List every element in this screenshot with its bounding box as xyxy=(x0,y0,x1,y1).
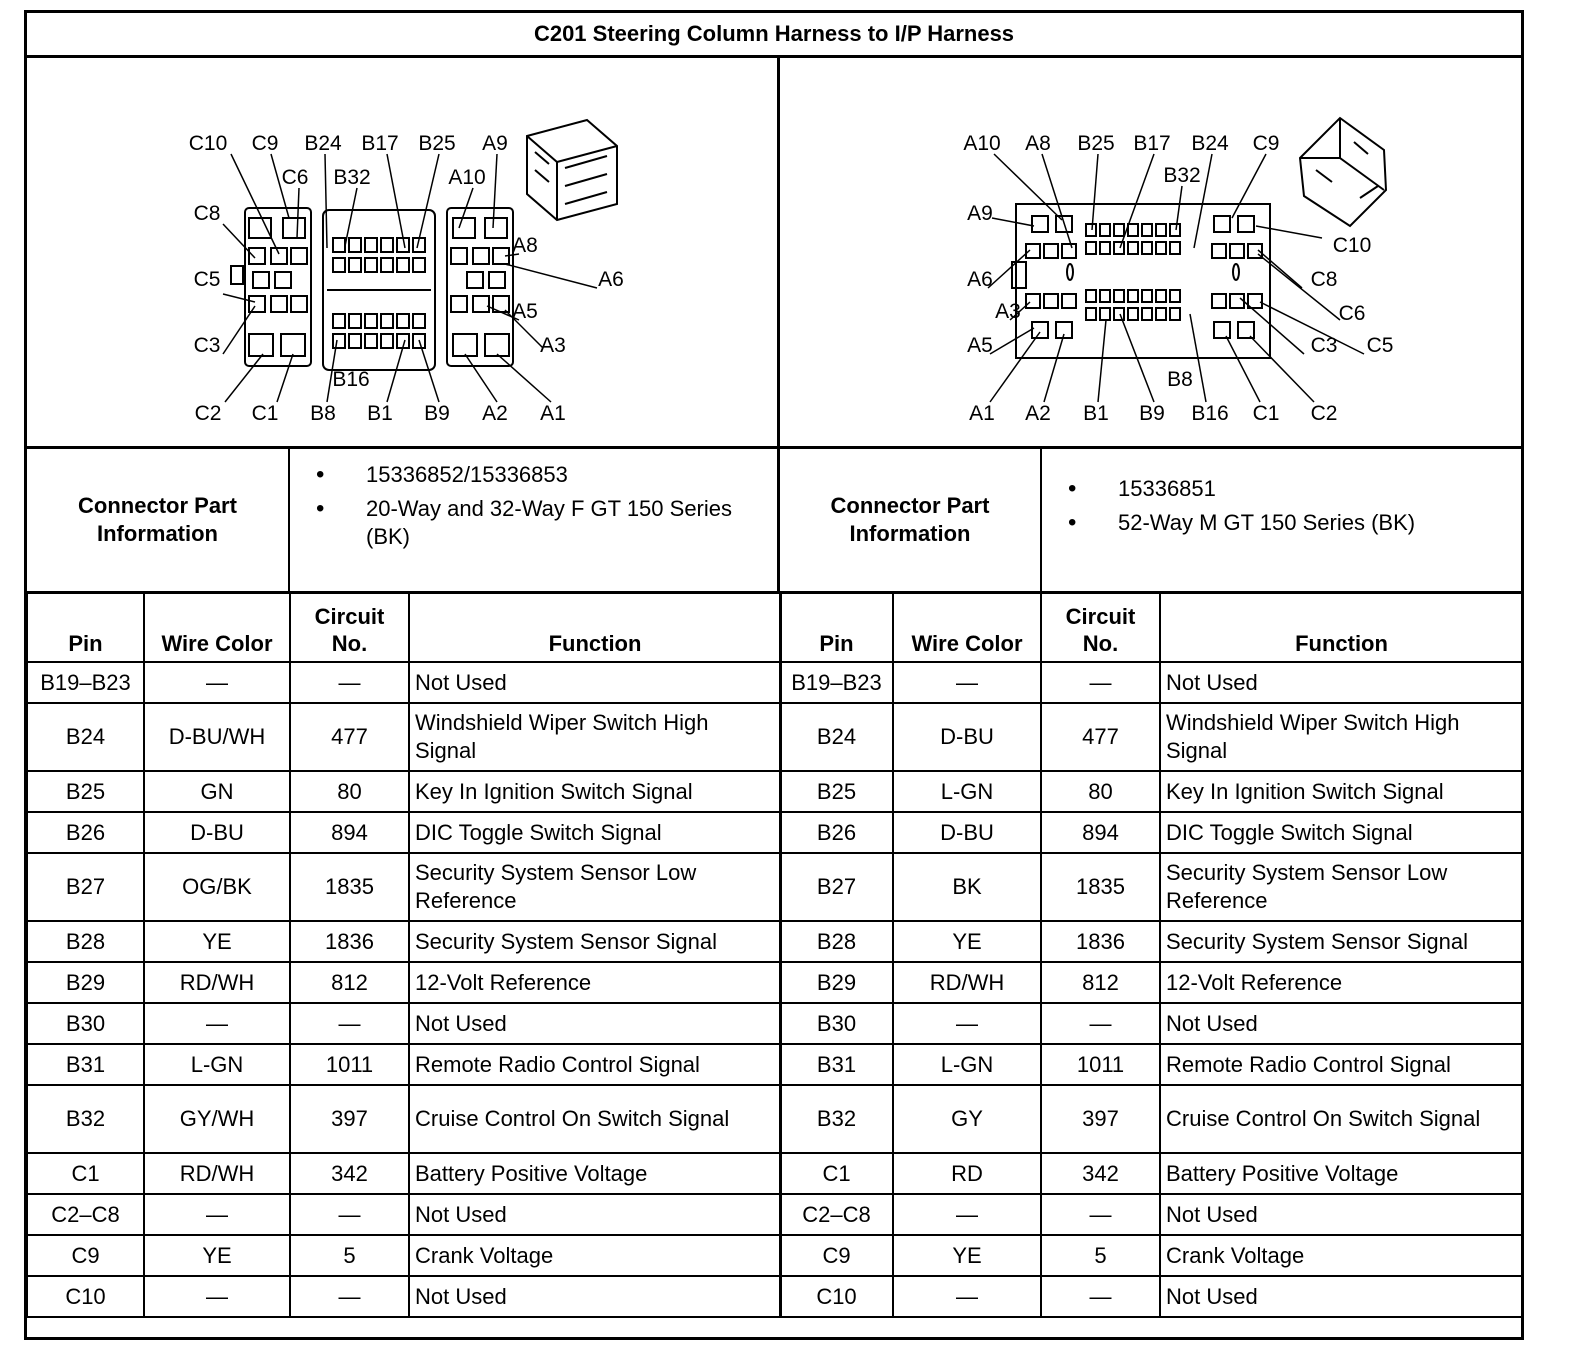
pin-label: A8 xyxy=(1025,132,1051,155)
circuit-cell: — xyxy=(1041,662,1160,703)
right-info-label: Connector Part Information xyxy=(780,449,1042,591)
pin-label: B17 xyxy=(361,132,399,155)
wire-color-cell: RD/WH xyxy=(144,962,290,1003)
wire-color-cell: L-GN xyxy=(893,1044,1041,1085)
pin-cell: C9 xyxy=(780,1235,893,1276)
left-info-label: Connector Part Information xyxy=(27,449,290,591)
pin-cell: B27 xyxy=(780,853,893,921)
right-info-values xyxy=(1042,449,1521,591)
function-cell: Key In Ignition Switch Signal xyxy=(409,771,781,812)
wire-color-cell: GY/WH xyxy=(144,1085,290,1153)
pin-label: B8 xyxy=(1167,368,1193,391)
pin-label: C9 xyxy=(251,132,279,155)
function-cell: 12-Volt Reference xyxy=(1160,962,1523,1003)
pin-label: A1 xyxy=(969,402,995,425)
pin-label: A2 xyxy=(1025,402,1051,425)
pin-label: C1 xyxy=(251,402,279,425)
function-cell: Remote Radio Control Signal xyxy=(409,1044,781,1085)
circuit-cell: 894 xyxy=(290,812,409,853)
function-cell: Battery Positive Voltage xyxy=(409,1153,781,1194)
pin-label: A3 xyxy=(995,300,1021,323)
wire-color-cell: L-GN xyxy=(144,1044,290,1085)
pin-cell: B29 xyxy=(780,962,893,1003)
wire-color-cell: L-GN xyxy=(893,771,1041,812)
table-row xyxy=(27,812,781,853)
pin-label: B25 xyxy=(1077,132,1115,155)
table-row xyxy=(780,703,1523,771)
pin-cell: C2–C8 xyxy=(780,1194,893,1235)
wire-color-cell: RD/WH xyxy=(144,1153,290,1194)
left-pinout-table xyxy=(26,591,782,1318)
pin-cell: B24 xyxy=(27,703,144,771)
column-header-circuit: Circuit No. xyxy=(1041,592,1160,662)
table-row xyxy=(780,1276,1523,1317)
pin-label: C6 xyxy=(281,166,309,189)
pin-label: A1 xyxy=(540,402,566,425)
pin-label: A3 xyxy=(540,334,566,357)
circuit-cell: 1835 xyxy=(1041,853,1160,921)
right-part-description: • 52-Way M GT 150 Series (BK) xyxy=(1062,509,1521,537)
right-part-number: • 15336851 xyxy=(1062,475,1521,503)
pin-label: A5 xyxy=(967,334,993,357)
table-row xyxy=(780,1153,1523,1194)
pin-label: C10 xyxy=(1332,234,1372,257)
circuit-cell: 80 xyxy=(1041,771,1160,812)
circuit-cell: 1836 xyxy=(290,921,409,962)
table-row xyxy=(780,771,1523,812)
circuit-cell: 397 xyxy=(290,1085,409,1153)
pin-label: C5 xyxy=(1366,334,1394,357)
table-row xyxy=(27,662,781,703)
pin-cell: B27 xyxy=(27,853,144,921)
table-row xyxy=(780,1003,1523,1044)
function-cell: Not Used xyxy=(1160,1194,1523,1235)
pin-label: B32 xyxy=(333,166,371,189)
pin-label: A9 xyxy=(967,202,993,225)
pin-label: B1 xyxy=(367,402,393,425)
circuit-cell: — xyxy=(1041,1003,1160,1044)
wire-color-cell: OG/BK xyxy=(144,853,290,921)
circuit-cell: 342 xyxy=(290,1153,409,1194)
pin-label: A9 xyxy=(482,132,508,155)
column-header-function: Function xyxy=(1160,592,1523,662)
circuit-cell: 342 xyxy=(1041,1153,1160,1194)
pin-cell: B25 xyxy=(780,771,893,812)
table-row xyxy=(27,1276,781,1317)
pin-cell: B29 xyxy=(27,962,144,1003)
pin-cell: B28 xyxy=(780,921,893,962)
left-part-description: • 20-Way and 32-Way F GT 150 Series (BK) xyxy=(310,495,777,551)
wire-color-cell: D-BU/WH xyxy=(144,703,290,771)
pin-label: B17 xyxy=(1133,132,1171,155)
circuit-cell: 1011 xyxy=(290,1044,409,1085)
function-cell: Crank Voltage xyxy=(1160,1235,1523,1276)
table-row xyxy=(780,1044,1523,1085)
circuit-cell: 5 xyxy=(1041,1235,1160,1276)
pin-label: C6 xyxy=(1338,302,1366,325)
pin-label: B24 xyxy=(1191,132,1229,155)
table-row xyxy=(27,1194,781,1235)
pin-label: B8 xyxy=(310,402,336,425)
pin-cell: C10 xyxy=(27,1276,144,1317)
pin-cell: B31 xyxy=(780,1044,893,1085)
pin-label: A10 xyxy=(448,166,486,189)
pin-label: C2 xyxy=(1310,402,1338,425)
circuit-cell: 894 xyxy=(1041,812,1160,853)
pin-label: B9 xyxy=(1139,402,1165,425)
pin-cell: C10 xyxy=(780,1276,893,1317)
table-row xyxy=(780,812,1523,853)
function-cell: Security System Sensor Signal xyxy=(409,921,781,962)
function-cell: Windshield Wiper Switch High Signal xyxy=(1160,703,1523,771)
right-connector-face xyxy=(780,58,1521,446)
wire-color-cell: — xyxy=(893,1003,1041,1044)
connector-part-info xyxy=(27,449,1521,594)
function-cell: Key In Ignition Switch Signal xyxy=(1160,771,1523,812)
table-row xyxy=(780,1085,1523,1153)
pin-label: C1 xyxy=(1252,402,1280,425)
pin-cell: B31 xyxy=(27,1044,144,1085)
function-cell: DIC Toggle Switch Signal xyxy=(1160,812,1523,853)
function-cell: Windshield Wiper Switch High Signal xyxy=(409,703,781,771)
table-row xyxy=(27,962,781,1003)
column-header-circuit: Circuit No. xyxy=(290,592,409,662)
right-connector-diagram xyxy=(780,58,1521,446)
wire-color-cell: D-BU xyxy=(144,812,290,853)
column-header-pin: Pin xyxy=(27,592,144,662)
pin-label: C5 xyxy=(193,268,221,291)
function-cell: Not Used xyxy=(409,1194,781,1235)
function-cell: Cruise Control On Switch Signal xyxy=(409,1085,781,1153)
wire-color-cell: BK xyxy=(893,853,1041,921)
pin-cell: C1 xyxy=(27,1153,144,1194)
circuit-cell: 812 xyxy=(290,962,409,1003)
wire-color-cell: GN xyxy=(144,771,290,812)
pin-label: C10 xyxy=(188,132,228,155)
right-pinout-table xyxy=(779,591,1524,1318)
left-info-values xyxy=(290,449,780,591)
pin-cell: B24 xyxy=(780,703,893,771)
wire-color-cell: — xyxy=(144,1003,290,1044)
table-row xyxy=(27,1153,781,1194)
function-cell: Crank Voltage xyxy=(409,1235,781,1276)
function-cell: Not Used xyxy=(409,1276,781,1317)
circuit-cell: 477 xyxy=(1041,703,1160,771)
pin-label: B24 xyxy=(304,132,342,155)
wire-color-cell: D-BU xyxy=(893,703,1041,771)
pin-cell: B32 xyxy=(780,1085,893,1153)
pin-label: A2 xyxy=(482,402,508,425)
circuit-cell: 812 xyxy=(1041,962,1160,1003)
pin-label: C3 xyxy=(1310,334,1338,357)
circuit-cell: 477 xyxy=(290,703,409,771)
wire-color-cell: YE xyxy=(893,921,1041,962)
table-row xyxy=(780,853,1523,921)
column-header-wire-color: Wire Color xyxy=(893,592,1041,662)
table-row xyxy=(27,921,781,962)
pin-cell: B28 xyxy=(27,921,144,962)
pin-label: B16 xyxy=(1191,402,1229,425)
left-part-number: • 15336852/15336853 xyxy=(310,461,777,489)
table-row xyxy=(27,853,781,921)
wire-color-cell: YE xyxy=(144,1235,290,1276)
circuit-cell: — xyxy=(290,662,409,703)
pin-label: C9 xyxy=(1252,132,1280,155)
circuit-cell: 1011 xyxy=(1041,1044,1160,1085)
circuit-cell: 1836 xyxy=(1041,921,1160,962)
pin-cell: B30 xyxy=(27,1003,144,1044)
table-row xyxy=(27,1003,781,1044)
pin-cell: B26 xyxy=(27,812,144,853)
wire-color-cell: — xyxy=(893,1194,1041,1235)
pin-label: C8 xyxy=(1310,268,1338,291)
pin-label: B25 xyxy=(418,132,456,155)
pin-label: C3 xyxy=(193,334,221,357)
pin-cell: B32 xyxy=(27,1085,144,1153)
table-row xyxy=(780,1194,1523,1235)
table-row xyxy=(27,771,781,812)
circuit-cell: — xyxy=(1041,1276,1160,1317)
pin-label: A6 xyxy=(967,268,993,291)
function-cell: Not Used xyxy=(409,662,781,703)
function-cell: Remote Radio Control Signal xyxy=(1160,1044,1523,1085)
pin-label: B16 xyxy=(332,368,370,391)
table-row xyxy=(27,1085,781,1153)
circuit-cell: — xyxy=(290,1003,409,1044)
function-cell: 12-Volt Reference xyxy=(409,962,781,1003)
pin-cell: C2–C8 xyxy=(27,1194,144,1235)
circuit-cell: 397 xyxy=(1041,1085,1160,1153)
circuit-cell: 5 xyxy=(290,1235,409,1276)
page-title: C201 Steering Column Harness to I/P Harness xyxy=(27,13,1521,58)
table-row xyxy=(27,703,781,771)
function-cell: Security System Sensor Signal xyxy=(1160,921,1523,962)
pin-label: A5 xyxy=(512,300,538,323)
pin-label: C8 xyxy=(193,202,221,225)
pin-cell: B19–B23 xyxy=(27,662,144,703)
table-row xyxy=(780,962,1523,1003)
table-row xyxy=(27,1235,781,1276)
function-cell: Not Used xyxy=(1160,1003,1523,1044)
circuit-cell: 1835 xyxy=(290,853,409,921)
pin-cell: C9 xyxy=(27,1235,144,1276)
pin-label: B32 xyxy=(1163,164,1201,187)
pin-label: A8 xyxy=(512,234,538,257)
pin-cell: B25 xyxy=(27,771,144,812)
function-cell: Not Used xyxy=(1160,662,1523,703)
table-row xyxy=(780,1235,1523,1276)
wire-color-cell: RD/WH xyxy=(893,962,1041,1003)
function-cell: Not Used xyxy=(1160,1276,1523,1317)
pin-cell: B19–B23 xyxy=(780,662,893,703)
wire-color-cell: GY xyxy=(893,1085,1041,1153)
column-header-wire-color: Wire Color xyxy=(144,592,290,662)
function-cell: Battery Positive Voltage xyxy=(1160,1153,1523,1194)
pin-label: C2 xyxy=(194,402,222,425)
pin-cell: B26 xyxy=(780,812,893,853)
pin-label: B1 xyxy=(1083,402,1109,425)
pin-label: A10 xyxy=(963,132,1001,155)
function-cell: Security System Sensor Low Reference xyxy=(409,853,781,921)
column-header-function: Function xyxy=(409,592,781,662)
table-row xyxy=(780,662,1523,703)
wire-color-cell: YE xyxy=(893,1235,1041,1276)
connector-sheet xyxy=(24,10,1524,1340)
pin-label: A6 xyxy=(598,268,624,291)
circuit-cell: 80 xyxy=(290,771,409,812)
function-cell: Cruise Control On Switch Signal xyxy=(1160,1085,1523,1153)
column-header-pin: Pin xyxy=(780,592,893,662)
pin-cell: C1 xyxy=(780,1153,893,1194)
circuit-cell: — xyxy=(290,1276,409,1317)
circuit-cell: — xyxy=(1041,1194,1160,1235)
wire-color-cell: — xyxy=(144,662,290,703)
circuit-cell: — xyxy=(290,1194,409,1235)
wire-color-cell: D-BU xyxy=(893,812,1041,853)
function-cell: DIC Toggle Switch Signal xyxy=(409,812,781,853)
table-row xyxy=(780,921,1523,962)
wire-color-cell: RD xyxy=(893,1153,1041,1194)
wire-color-cell: — xyxy=(893,662,1041,703)
left-connector-diagram xyxy=(27,58,780,446)
wire-color-cell: YE xyxy=(144,921,290,962)
wire-color-cell: — xyxy=(893,1276,1041,1317)
pin-cell: B30 xyxy=(780,1003,893,1044)
pinout-tables xyxy=(27,591,1521,1337)
function-cell: Security System Sensor Low Reference xyxy=(1160,853,1523,921)
connector-diagrams xyxy=(27,58,1521,449)
pin-label: B9 xyxy=(424,402,450,425)
table-row xyxy=(27,1044,781,1085)
wire-color-cell: — xyxy=(144,1194,290,1235)
left-connector-face xyxy=(27,58,777,446)
wire-color-cell: — xyxy=(144,1276,290,1317)
function-cell: Not Used xyxy=(409,1003,781,1044)
